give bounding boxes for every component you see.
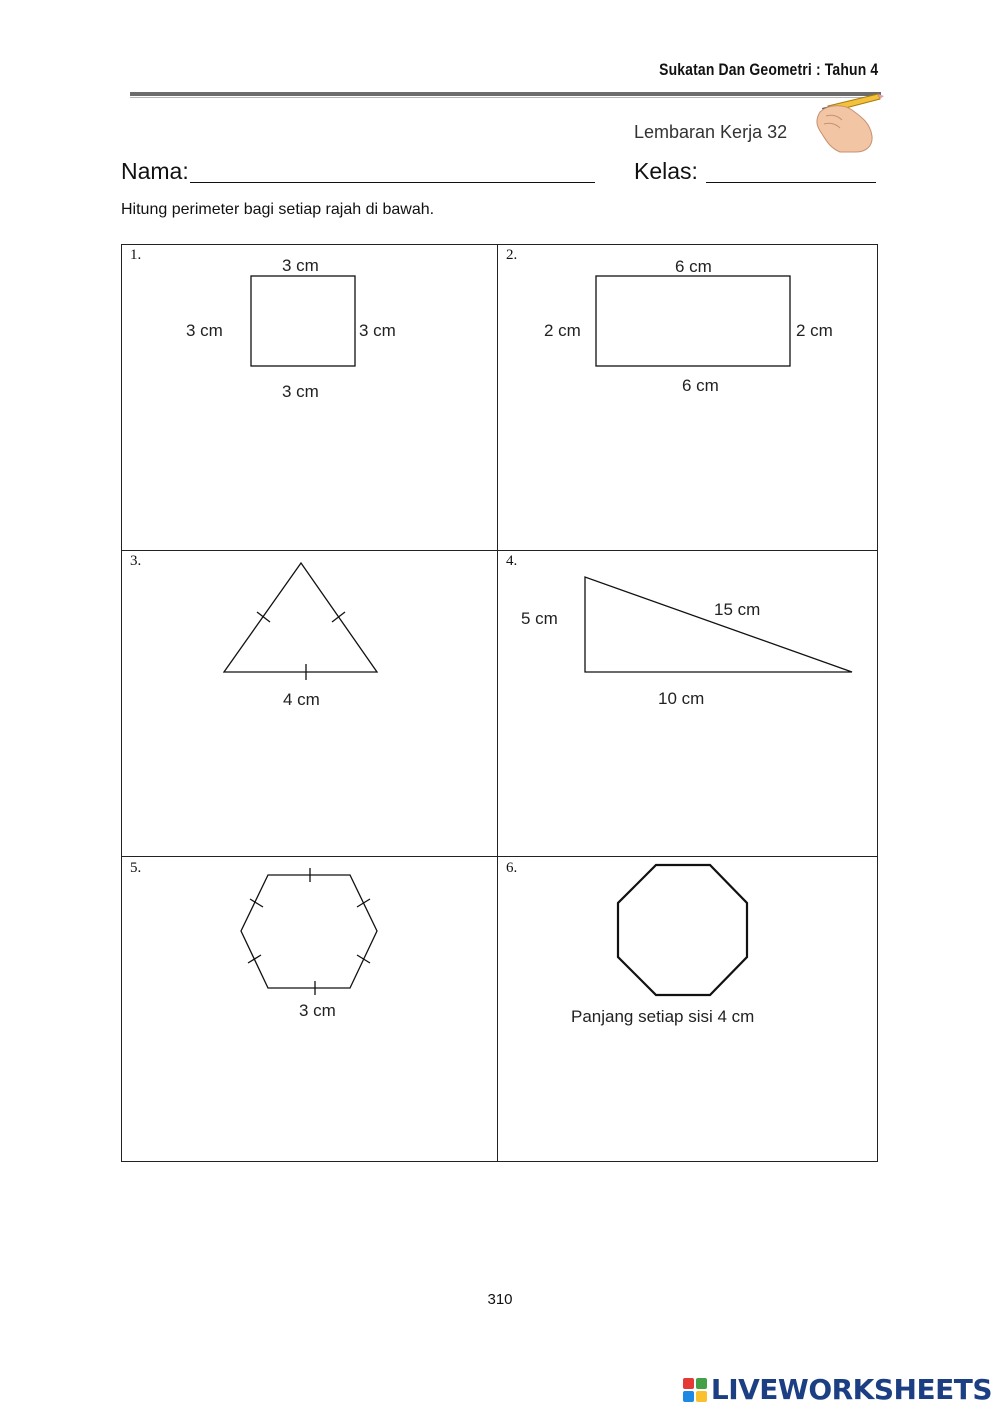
side-label-hypotenuse: 15 cm [714, 600, 761, 619]
logo-square [683, 1378, 694, 1389]
side-label-top: 3 cm [282, 256, 319, 275]
equilateral-triangle-shape [224, 563, 377, 680]
problem-number: 3. [130, 553, 142, 569]
page-number: 310 [487, 1291, 513, 1308]
shape-caption: Panjang setiap sisi 4 cm [571, 1007, 755, 1026]
worksheet-topic-header: Sukatan Dan Geometri : Tahun 4 [658, 60, 878, 79]
worksheet-number: Lembaran Kerja 32 [634, 122, 788, 142]
side-label-bottom: 4 cm [283, 690, 320, 709]
side-label-bottom: 3 cm [282, 382, 319, 401]
side-label-left: 2 cm [544, 321, 581, 340]
side-label-right: 3 cm [359, 321, 396, 340]
logo-square [683, 1391, 694, 1402]
problem-number: 5. [130, 860, 142, 876]
rectangle-shape [596, 276, 790, 366]
side-label-right: 2 cm [796, 321, 833, 340]
problem-number: 4. [506, 553, 518, 569]
liveworksheets-logo-icon [683, 1373, 992, 1406]
class-label: Kelas: [634, 158, 698, 184]
logo-squares [683, 1378, 707, 1402]
regular-octagon-shape [618, 865, 747, 995]
regular-hexagon-shape [241, 868, 377, 995]
logo-square [696, 1378, 707, 1389]
side-label-bottom: 3 cm [299, 1001, 336, 1020]
side-label-top: 6 cm [675, 257, 712, 276]
side-label-left: 3 cm [186, 321, 223, 340]
brand-name: LIVEWORKSHEETS [710, 1373, 992, 1406]
side-label-left: 5 cm [521, 609, 558, 628]
side-label-bottom: 10 cm [658, 689, 705, 708]
right-triangle-shape [585, 577, 852, 672]
problem-number: 6. [506, 860, 518, 876]
problem-number: 1. [130, 247, 142, 263]
problem-number: 2. [506, 247, 518, 263]
name-label: Nama: [121, 158, 189, 184]
side-label-bottom: 6 cm [682, 376, 719, 395]
square-shape [251, 276, 355, 366]
logo-square [696, 1391, 707, 1402]
instruction-text: Hitung perimeter bagi setiap rajah di bawah. [121, 201, 435, 218]
